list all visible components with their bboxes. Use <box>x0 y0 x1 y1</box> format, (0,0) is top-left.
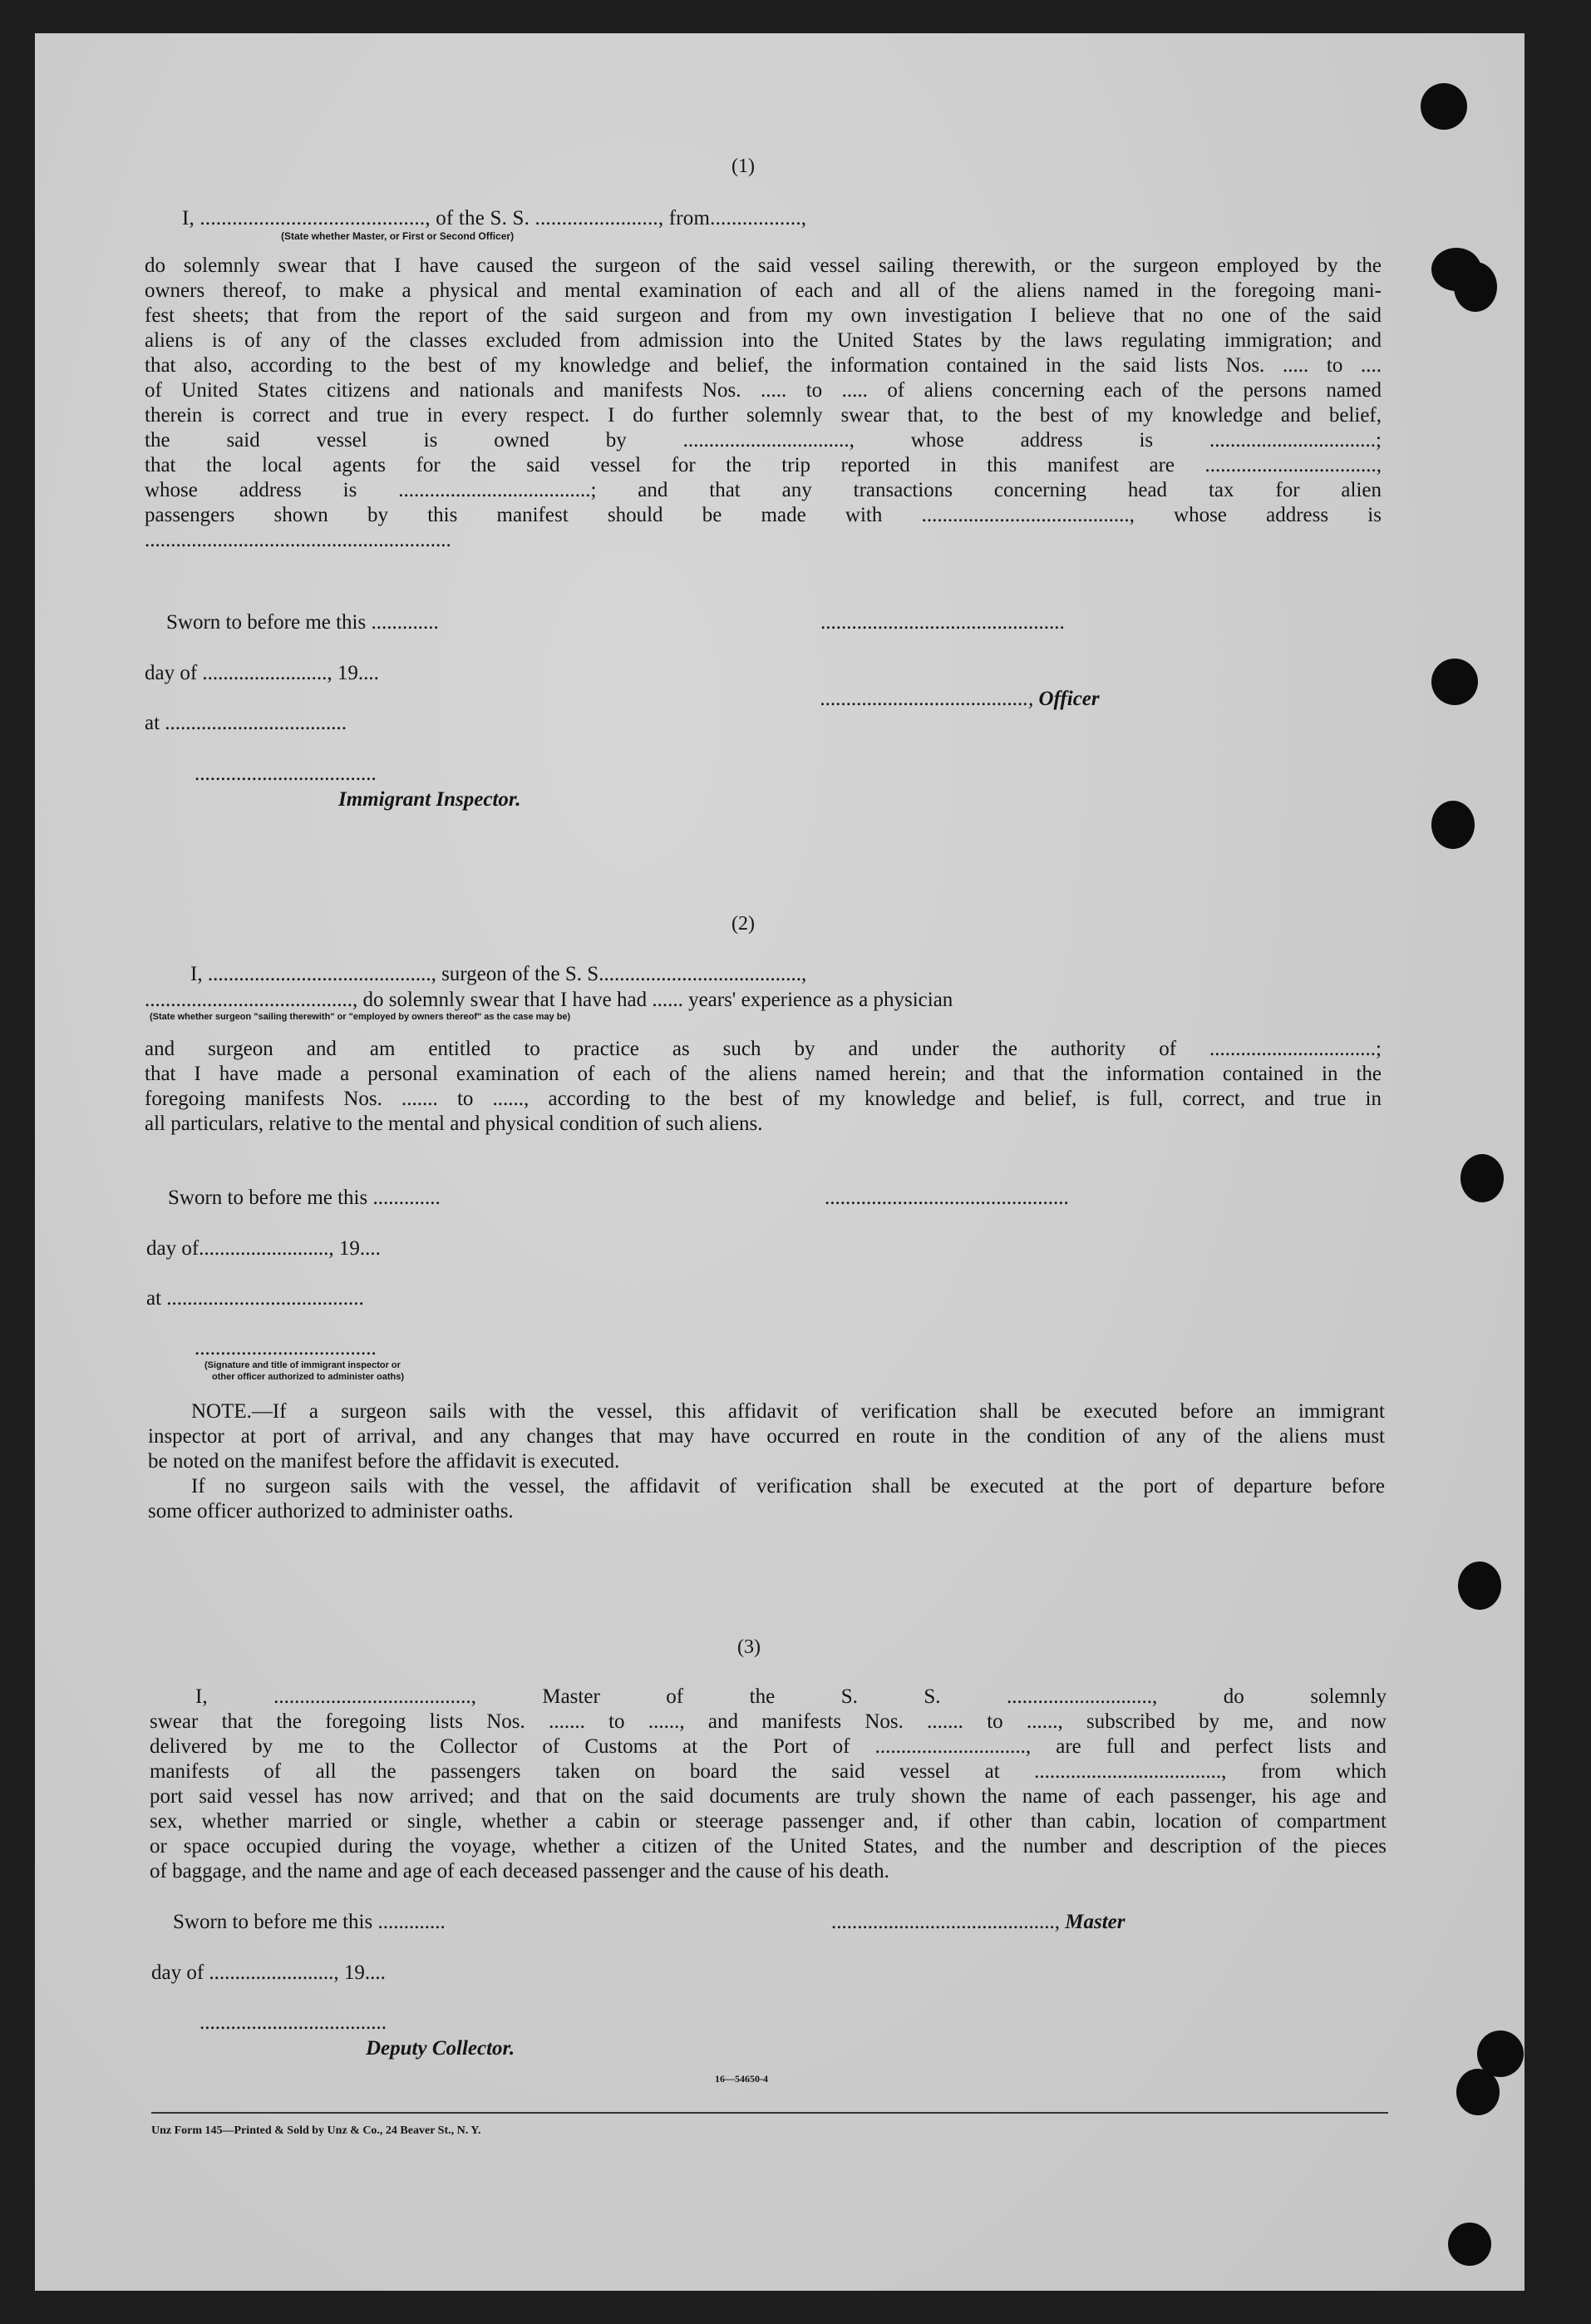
text-line: do solemnly swear that I have caused the surgeon of the said vessel sailing therewith, or the surgeon employed by the <box>145 254 1382 277</box>
punch-hole <box>1431 659 1478 705</box>
section-3-sworn-label: Sworn to before me this ............. <box>173 1911 446 1933</box>
punch-hole <box>1448 2223 1491 2266</box>
section-1-at: at ................................... <box>145 712 347 734</box>
section-1-day-of: day of ........................, 19.... <box>145 662 379 684</box>
master-label: ..........................................., Master <box>831 1911 1126 1933</box>
text-line: the said vessel is owned by ................................, whose address is ................................; <box>145 429 1382 451</box>
section-2-at: at ...................................... <box>146 1287 364 1310</box>
section-3-master-line <box>831 1910 1125 1935</box>
section-1-sworn-label: Sworn to before me this ............. <box>166 611 439 634</box>
text-line: manifests of all the passengers taken on board the said vessel at ...................................., from which <box>150 1760 1387 1783</box>
section-2-day-of: day of........................., 19.... <box>146 1237 381 1260</box>
section-2-number: (2) <box>731 913 755 935</box>
text-line: inspector at port of arrival, and any changes that may have occurred en route in the condition of any of the aliens must <box>148 1425 1385 1448</box>
text-line: port said vessel has now arrived; and that on the said documents are truly shown the name of each passenger, his age and <box>150 1785 1387 1808</box>
text-line: fest sheets; that from the report of the said surgeon and from my own investigation I believe that no one of the said <box>145 304 1382 327</box>
section-2-note <box>148 1399 1385 1524</box>
footer-rule <box>151 2112 1388 2114</box>
section-2-line-2: ........................................, do solemnly swear that I have had ...... years' experience as a physician <box>145 989 953 1011</box>
text-line: foregoing manifests Nos. ....... to ......, according to the best of my knowledge and belief, is full, correct, and true in <box>145 1088 1382 1110</box>
text-line: aliens is of any of the classes excluded from admission into the United States by the laws regulating immigration; and <box>145 329 1382 352</box>
section-2-surgeon-note: (State whether surgeon "sailing therewith" or "employed by owners thereof" as the case may be) <box>150 1012 571 1022</box>
text-line: that also, according to the best of my knowledge and belief, the information contained in the said lists Nos. ..... to .... <box>145 354 1382 377</box>
section-3-number: (3) <box>737 1636 761 1658</box>
section-1-inspector-title: Immigrant Inspector. <box>338 788 521 811</box>
text-line: delivered by me to the Collector of Customs at the Port of ............................., are full and perfect lists and <box>150 1735 1387 1758</box>
text-line: NOTE.—If a surgeon sails with the vessel, this affidavit of verification shall be executed before an immigrant <box>191 1400 1385 1423</box>
section-3-collector-title: Deputy Collector. <box>366 2037 515 2060</box>
punch-hole <box>1431 801 1475 849</box>
text-line: be noted on the manifest before the affidavit is executed. <box>148 1450 620 1473</box>
document-page <box>35 33 1525 2291</box>
punch-hole <box>1458 1562 1501 1610</box>
text-line: or space occupied during the voyage, whether a citizen of the United States, and the number and description of the pieces <box>150 1835 1387 1858</box>
punch-hole <box>1421 83 1467 130</box>
section-1-signature-line: ............................................... <box>820 611 1065 634</box>
section-3-day-of: day of ........................, 19.... <box>151 1961 386 1984</box>
punch-hole <box>1454 262 1497 312</box>
punch-hole <box>1456 2069 1500 2115</box>
text-line: swear that the foregoing lists Nos. ....... to ......, and manifests Nos. ....... to ......, subscribed by me, and now <box>150 1710 1387 1733</box>
printer-imprint: Unz Form 145—Printed & Sold by Unz & Co., 24 Beaver St., N. Y. <box>151 2124 481 2137</box>
section-3-oath-text <box>150 1685 1387 1884</box>
section-2-sworn-label: Sworn to before me this ............. <box>168 1187 441 1209</box>
section-1-number: (1) <box>731 155 755 177</box>
section-1-oath-text <box>145 254 1382 553</box>
text-line: whose address is .....................................; and that any transactions concerning head tax for alien <box>145 479 1382 501</box>
section-1-officer-line <box>820 687 1100 712</box>
text-line: ........................................................... <box>145 529 451 551</box>
section-2-oath-text <box>145 1037 1382 1137</box>
section-3-collector-dots: .................................... <box>199 2011 387 2034</box>
text-line: that the local agents for the said vessel for the trip reported in this manifest are ................................., <box>145 454 1382 476</box>
section-1-officer-note: (State whether Master, or First or Second Officer) <box>281 230 515 242</box>
text-line: and surgeon and am entitled to practice as such by and under the authority of ................................; <box>145 1038 1382 1060</box>
text-line: passengers shown by this manifest should be made with ........................................, whose address is <box>145 504 1382 526</box>
text-line: therein is correct and true in every respect. I do further solemnly swear that, to the best of my knowledge and belief, <box>145 404 1382 427</box>
section-1-inspector-dots: ................................... <box>195 762 377 785</box>
text-line: some officer authorized to administer oaths. <box>148 1500 514 1522</box>
punch-hole <box>1460 1154 1504 1202</box>
text-line: owners thereof, to make a physical and mental examination of each and all of the aliens named in the foregoing mani- <box>145 279 1382 302</box>
text-line: that I have made a personal examination of each of the aliens named herein; and that the information contained in the <box>145 1063 1382 1085</box>
section-2-signature-line: ............................................... <box>825 1187 1069 1209</box>
officer-label: ........................................, Officer <box>820 688 1100 710</box>
text-line: of baggage, and the name and age of each deceased passenger and the cause of his death. <box>150 1860 889 1882</box>
text-line: of United States citizens and nationals and manifests Nos. ..... to ..... of aliens concerning each of the persons named <box>145 379 1382 402</box>
section-2-inspector-dots: ................................... <box>195 1337 377 1359</box>
section-2-sig-note-2: other officer authorized to administer oaths) <box>212 1372 405 1382</box>
section-2-sig-note-1: (Signature and title of immigrant inspector or <box>204 1360 401 1370</box>
section-2-opening-line: I, ..........................................., surgeon of the S. S......................................., <box>190 963 807 985</box>
form-code: 16—54650-4 <box>715 2073 768 2085</box>
text-line: all particulars, relative to the mental and physical condition of such aliens. <box>145 1113 763 1135</box>
text-line: sex, whether married or single, whether a cabin or steerage passenger and, if other than cabin, location of compartment <box>150 1810 1387 1833</box>
text-line: I, ......................................, Master of the S. S. ............................, do solemnly <box>195 1685 1387 1708</box>
text-line: If no surgeon sails with the vessel, the affidavit of verification shall be executed at the port of departure before <box>191 1475 1385 1498</box>
section-1-opening-line: I, .........................................., of the S. S. ......................., from................., <box>182 207 807 229</box>
